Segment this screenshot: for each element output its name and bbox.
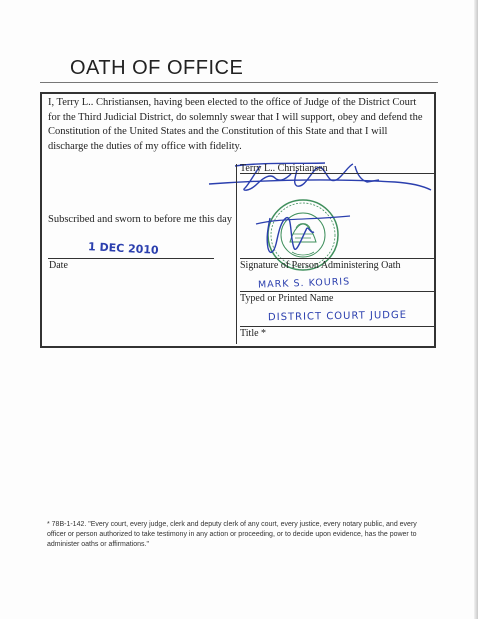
typed-name-value: MARK S. KOURIS	[257, 276, 351, 291]
typed-name-label: Typed or Printed Name	[240, 293, 334, 304]
footnote: * 78B-1-142. "Every court, every judge, clerk and deputy clerk of any court, every justice, every notary public, and every officer or person authorized to take testimony in any action or proceeding, or to decide upon evidence, has the power to administer oaths or affirmations."	[47, 521, 417, 548]
page-edge-shadow	[474, 0, 478, 619]
oath-text: I, Terry L.. Christiansen, having been elected to the office of Judge of the District Court for the Third Judicial District, do solemnly swear that I will support, obey and defend the Constitution of the United States and the Constitution of this State and that I will discharge the duties of my office with fidelity.	[48, 97, 423, 152]
typed-name-line	[240, 291, 436, 292]
date-label: Date	[49, 260, 68, 271]
date-line	[48, 258, 214, 259]
title-rule	[40, 82, 438, 83]
subscribed-text: Subscribed and sworn to before me this day	[48, 214, 233, 225]
administering-signature	[250, 208, 360, 264]
date-value: 1 DEC 2010	[87, 240, 159, 257]
title-label: Title *	[240, 328, 267, 339]
title-line	[240, 326, 436, 327]
administering-line	[240, 258, 436, 259]
administering-label: Signature of Person Administering Oath	[240, 260, 401, 271]
signer-name: Terry L.. Christiansen	[240, 163, 328, 174]
form-title: OATH OF OFFICE	[70, 57, 244, 79]
signature-divider	[236, 164, 237, 344]
title-value: DISTRICT COURT JUDGE	[267, 309, 408, 324]
